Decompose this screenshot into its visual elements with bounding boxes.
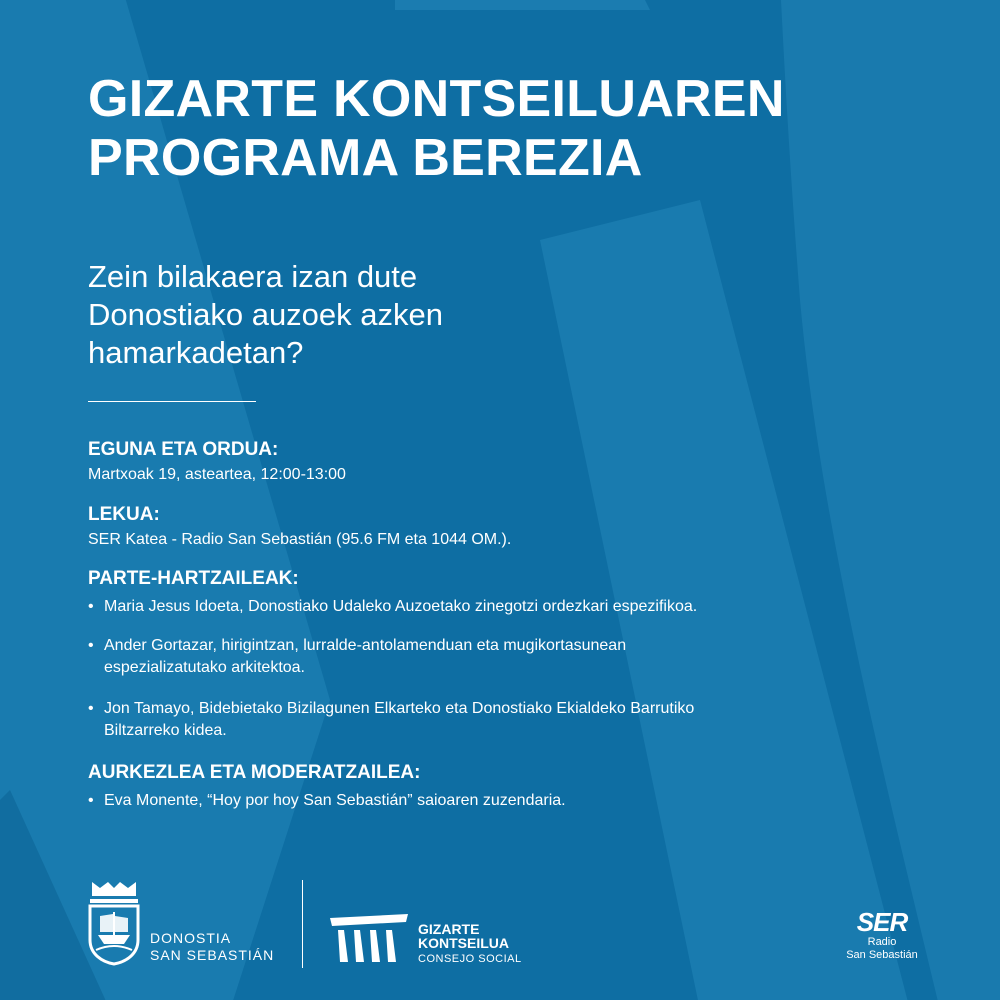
date-value: Martxoak 19, asteartea, 12:00-13:00 xyxy=(88,466,346,483)
list-item xyxy=(88,635,948,679)
list-item xyxy=(88,596,948,618)
participants-section xyxy=(88,567,948,593)
page-title xyxy=(88,70,785,188)
moderator-section xyxy=(88,761,948,787)
participants-heading: PARTE-HARTZAILEAK: xyxy=(88,568,299,589)
list-item xyxy=(88,790,948,812)
date-section xyxy=(88,438,948,486)
ser-line-1: Radio xyxy=(867,936,897,948)
list-item xyxy=(88,698,948,742)
kontseilua-line-1: GIZARTE xyxy=(418,921,480,937)
donostia-crest-icon xyxy=(86,880,142,966)
question-line-3: hamarkadetan? xyxy=(88,335,304,370)
ser-mark: SER xyxy=(856,907,908,937)
ser-line-2: San Sebastián xyxy=(846,949,918,961)
title-line-1: GIZARTE KONTSEILUAREN xyxy=(88,70,785,128)
moderator-line-1: Eva Monente, “Hoy por hoy San Sebastián” saioaren zuzendaria. xyxy=(104,792,566,809)
participant-3-line-1: Jon Tamayo, Bidebietako Bizilagunen Elkarteko eta Donostiako Ekialdeko Barrutiko xyxy=(104,700,695,717)
question-subtitle xyxy=(88,258,648,372)
title-line-2: PROGRAMA BEREZIA xyxy=(88,129,643,187)
participants-list xyxy=(88,596,948,618)
kontseilua-logo-icon xyxy=(328,912,410,964)
kontseilua-logo-text xyxy=(418,922,522,966)
logo-divider xyxy=(302,880,303,968)
participant-3-line-2: Biltzarreko kidea. xyxy=(104,722,227,739)
donostia-line-1: DONOSTIA xyxy=(150,930,232,946)
donostia-logo-text xyxy=(150,930,274,964)
donostia-line-2: SAN SEBASTIÁN xyxy=(150,947,275,963)
participants-list-3 xyxy=(88,698,948,742)
participant-1-line-1: Maria Jesus Idoeta, Donostiako Udaleko Auzoetako zinegotzi ordezkari espezifikoa. xyxy=(104,598,698,615)
moderator-heading: AURKEZLEA ETA MODERATZAILEA: xyxy=(88,762,421,783)
date-heading: EGUNA ETA ORDUA: xyxy=(88,439,279,460)
place-heading: LEKUA: xyxy=(88,504,160,525)
place-value: SER Katea - Radio San Sebastián (95.6 FM eta 1044 OM.). xyxy=(88,531,512,548)
question-line-2: Donostiako auzoek azken xyxy=(88,297,444,332)
participants-list-2 xyxy=(88,635,948,679)
ser-logo xyxy=(842,908,922,962)
place-section xyxy=(88,503,948,551)
divider-rule xyxy=(88,401,256,402)
moderator-list xyxy=(88,790,948,812)
question-line-1: Zein bilakaera izan dute xyxy=(88,259,418,294)
kontseilua-line-3: CONSEJO SOCIAL xyxy=(418,953,522,965)
participant-2-line-1: Ander Gortazar, hirigintzan, lurralde-antolamenduan eta mugikortasunean xyxy=(104,637,627,654)
participant-2-line-2: espezializatutako arkitektoa. xyxy=(104,659,305,676)
kontseilua-line-2: KONTSEILUA xyxy=(418,935,509,951)
